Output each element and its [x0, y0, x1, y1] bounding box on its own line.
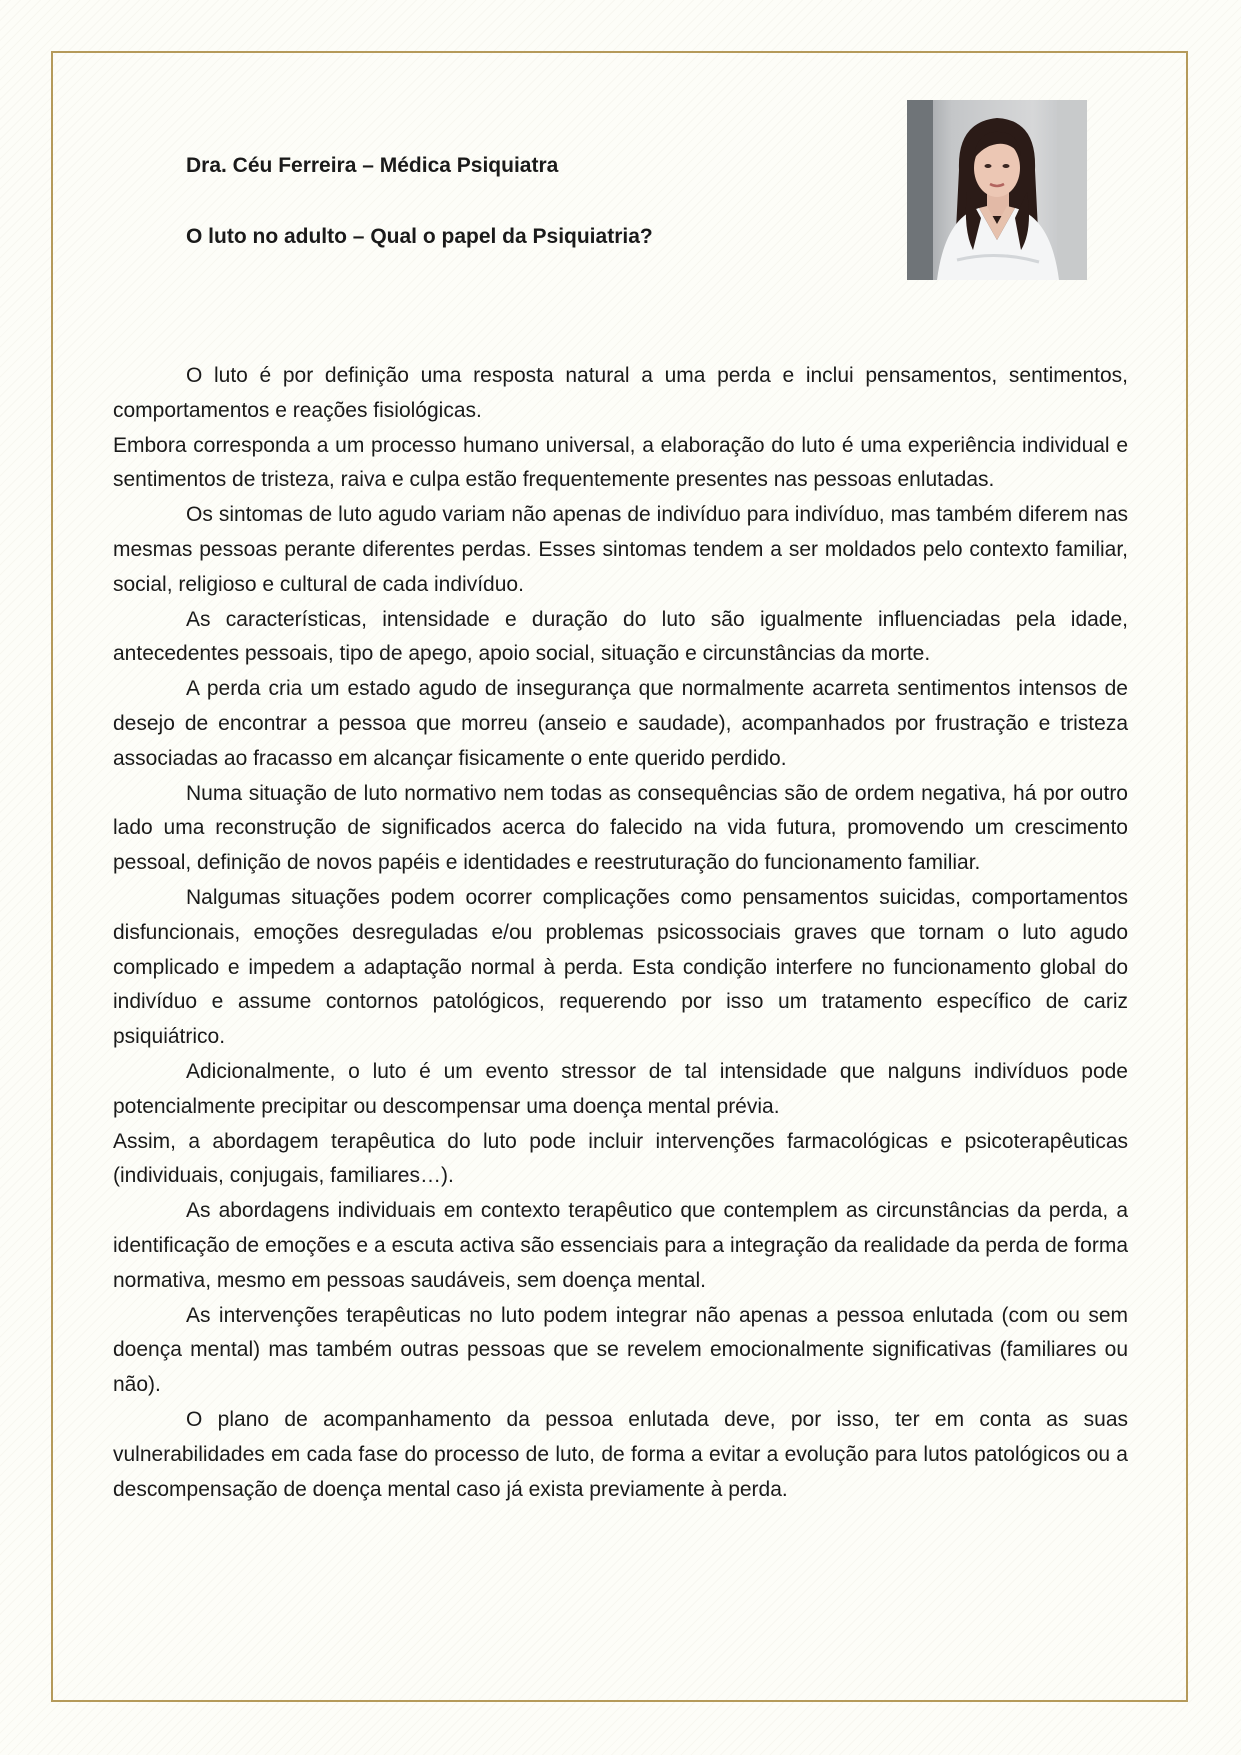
paragraph: As abordagens individuais em contexto terapêutico que contemplem as circunstâncias da perda, a identificação de emoções e a escuta activa são essenciais para a integração da realidade da perda de forma normativa, mesmo em pessoas saudáveis, sem doença mental. — [113, 1199, 1128, 1292]
paragraph: Nalgumas situações podem ocorrer complicações como pensamentos suicidas, comportamentos disfuncionais, emoções desreguladas e/ou problemas psicossociais graves que tornam o luto agudo complicado e impedem a adaptação normal à perda. Esta condição interfere no funcionamento global do indivíduo e assume contornos patológicos, requerendo por isso um tratamento específico de cariz psiquiátrico. — [113, 885, 1128, 1049]
article-title: O luto no adulto – Qual o papel da Psiquiatria? — [186, 225, 653, 248]
paragraph: Assim, a abordagem terapêutica do luto pode incluir intervenções farmacológicas e psicoterapêuticas (individuais, conjugais, familiares…). — [113, 1129, 1128, 1188]
paragraph: As intervenções terapêuticas no luto podem integrar não apenas a pessoa enlutada (com ou sem doença mental) mas também outras pessoas que se revelem emocionalmente significativas (familiares ou não). — [113, 1303, 1128, 1397]
paragraph: Embora corresponda a um processo humano universal, a elaboração do luto é uma experiência individual e sentimentos de tristeza, raiva e culpa estão frequentemente presentes nas pessoas enlutadas. — [113, 433, 1128, 492]
paragraph: As características, intensidade e duração do luto são igualmente influenciadas pela idade, antecedentes pessoais, tipo de apego, apoio social, situação e circunstâncias da morte. — [113, 607, 1128, 666]
paragraph: Os sintomas de luto agudo variam não apenas de indivíduo para indivíduo, mas também diferem nas mesmas pessoas perante diferentes perdas. Esses sintomas tendem a ser moldados pelo contexto familiar, social, religioso e cultural de cada indivíduo. — [113, 503, 1128, 596]
paragraph: Numa situação de luto normativo nem todas as consequências são de ordem negativa, há por outro lado uma reconstrução de significados acerca do falecido na vida futura, promovendo um crescimento pessoal, definição de novos papéis e identidades e reestruturação do funcionamento familiar. — [113, 781, 1128, 875]
author-portrait — [907, 100, 1087, 280]
author-portrait-icon — [907, 100, 1087, 280]
paragraph: O luto é por definição uma resposta natural a uma perda e inclui pensamentos, sentimentos, comportamentos e reações fisiológicas. — [113, 364, 1128, 422]
article-header — [186, 149, 846, 254]
article-body — [113, 359, 1128, 1507]
author-line: Dra. Céu Ferreira – Médica Psiquiatra — [186, 154, 559, 177]
paragraph: O plano de acompanhamento da pessoa enlutada deve, por isso, ter em conta as suas vulnerabilidades em cada fase do processo de luto, de forma a evitar a evolução para lutos patológicos ou a descompensação de doença mental caso já exista previamente à perda. — [113, 1407, 1128, 1501]
paragraph: Adicionalmente, o luto é um evento stressor de tal intensidade que nalguns indivíduos pode potencialmente precipitar ou descompensar uma doença mental prévia. — [113, 1059, 1128, 1118]
paragraph: A perda cria um estado agudo de insegurança que normalmente acarreta sentimentos intensos de desejo de encontrar a pessoa que morreu (anseio e saudade), acompanhados por frustração e tristeza associadas ao fracasso em alcançar fisicamente o ente querido perdido. — [113, 677, 1128, 770]
